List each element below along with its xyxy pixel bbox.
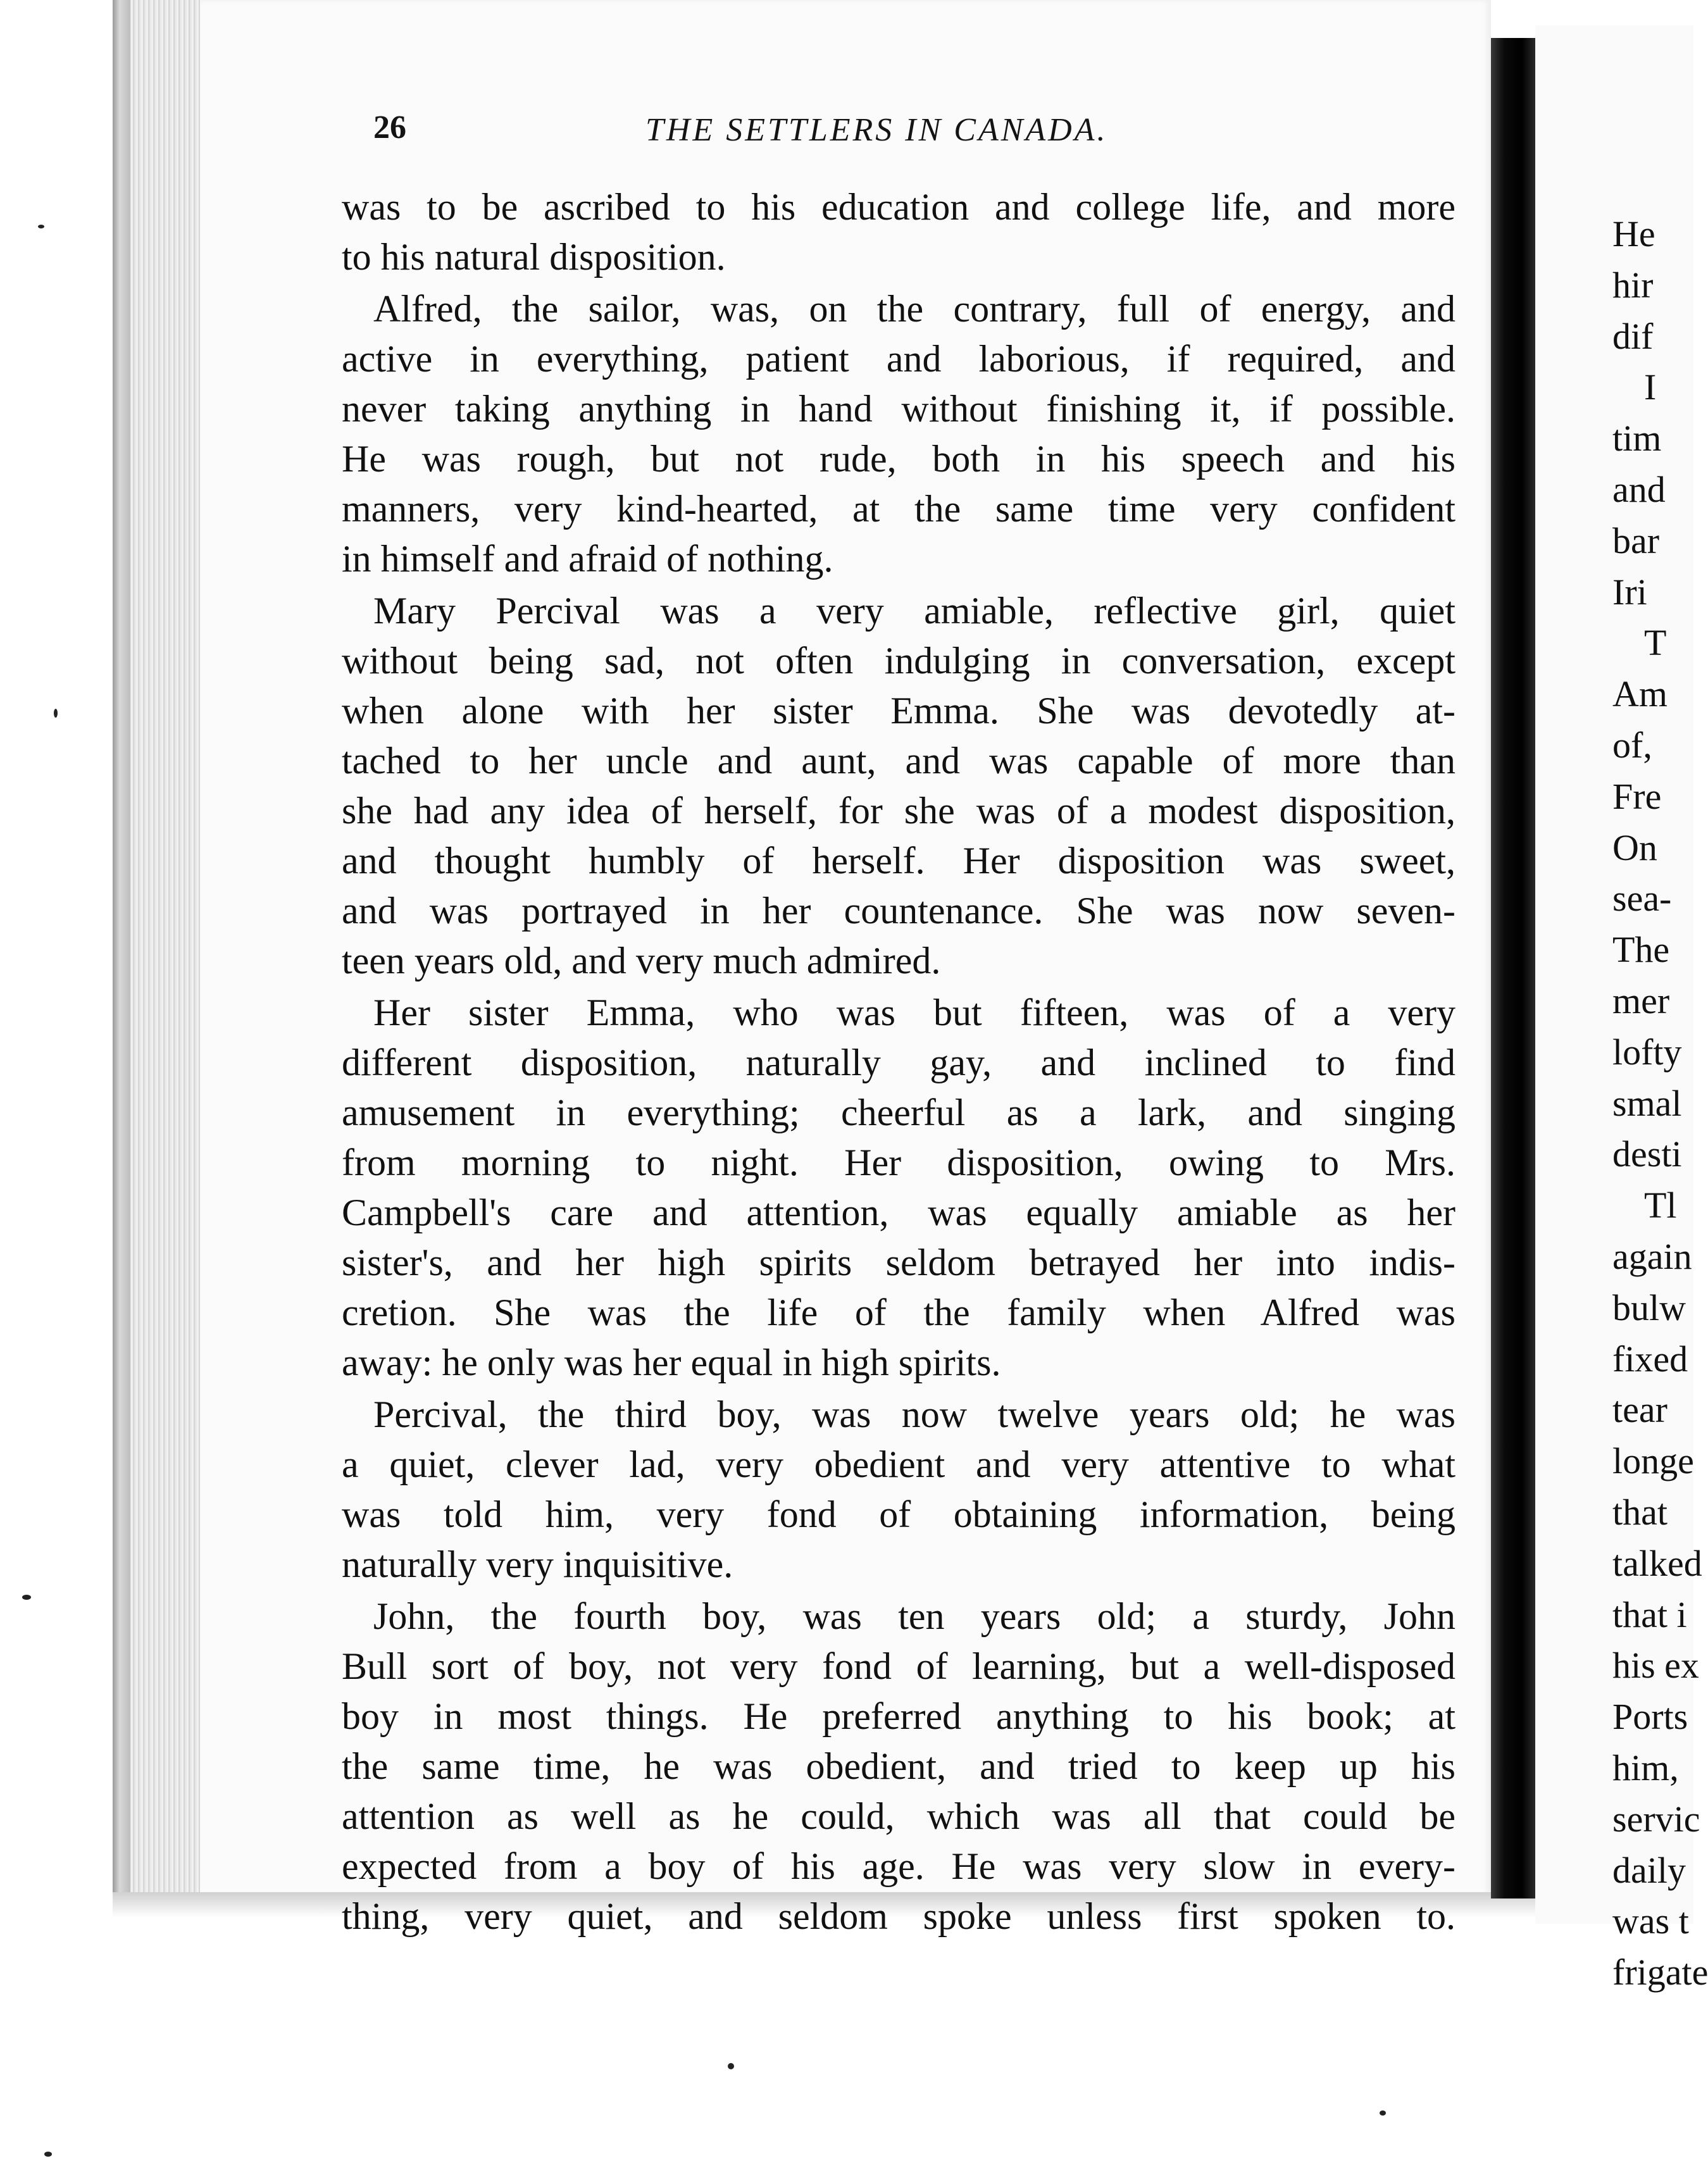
text-line: when alone with her sister Emma. She was devotedly at- bbox=[342, 690, 1456, 732]
facing-text-line: longe bbox=[1612, 1440, 1694, 1482]
book-gutter bbox=[1491, 38, 1535, 1898]
facing-text-line: On bbox=[1612, 826, 1657, 868]
running-head bbox=[373, 109, 1329, 159]
text-line: He was rough, but not rude, both in his speech and his bbox=[342, 438, 1456, 480]
facing-text-line: Am bbox=[1612, 673, 1667, 715]
facing-text-line: Iri bbox=[1612, 571, 1647, 613]
facing-text-line: sea- bbox=[1612, 878, 1672, 920]
text-line: active in everything, patient and laborious, if required, and bbox=[342, 338, 1456, 380]
scan-speck bbox=[44, 2152, 52, 2157]
text-line: boy in most things. He preferred anything to his book; at bbox=[342, 1695, 1456, 1737]
facing-text-line: Fre bbox=[1612, 775, 1662, 817]
text-line: manners, very kind-hearted, at the same time very confident bbox=[342, 488, 1456, 530]
facing-text-line: talked bbox=[1612, 1542, 1702, 1584]
text-line: Alfred, the sailor, was, on the contrary, full of energy, and bbox=[373, 288, 1456, 330]
text-line: Percival, the third boy, was now twelve years old; he was bbox=[373, 1393, 1456, 1435]
facing-text-line: Tl bbox=[1644, 1185, 1677, 1226]
facing-text-line: his ex bbox=[1612, 1645, 1699, 1686]
page-edge bbox=[113, 0, 130, 1898]
facing-text-line: desti bbox=[1612, 1133, 1682, 1175]
scan-speck bbox=[54, 709, 58, 718]
text-line: teen years old, and very much admired. bbox=[342, 940, 941, 982]
scan-speck bbox=[38, 225, 44, 228]
page-stack-edges bbox=[130, 0, 200, 1905]
facing-text-line: T bbox=[1644, 622, 1667, 664]
text-line: never taking anything in hand without finishing it, if possible. bbox=[342, 388, 1456, 430]
facing-text-line: Ports bbox=[1612, 1696, 1688, 1738]
facing-text-line: I bbox=[1644, 366, 1657, 408]
facing-text-line: hir bbox=[1612, 264, 1654, 306]
text-line: Bull sort of boy, not very fond of learning, but a well-disposed bbox=[342, 1645, 1456, 1687]
facing-text-line: again bbox=[1612, 1235, 1692, 1277]
facing-text-line: tear bbox=[1612, 1389, 1667, 1431]
text-line: was to be ascribed to his education and college life, and more bbox=[342, 186, 1456, 228]
text-line: in himself and afraid of nothing. bbox=[342, 538, 833, 580]
facing-page-text bbox=[1612, 209, 1708, 1998]
text-line: and was portrayed in her countenance. She was now seven- bbox=[342, 890, 1456, 932]
text-line: Her sister Emma, who was but fifteen, was of a very bbox=[373, 992, 1456, 1033]
facing-text-line: dif bbox=[1612, 315, 1654, 357]
scan-speck bbox=[22, 1595, 31, 1600]
text-line: a quiet, clever lad, very obedient and very attentive to what bbox=[342, 1443, 1456, 1485]
text-line: without being sad, not often indulging in conversation, except bbox=[342, 640, 1456, 682]
facing-text-line: bar bbox=[1612, 520, 1660, 561]
facing-text-line: servic bbox=[1612, 1798, 1700, 1840]
scan-speck bbox=[728, 2063, 734, 2069]
text-line: Mary Percival was a very amiable, reflective girl, quiet bbox=[373, 590, 1456, 632]
facing-text-line: daily bbox=[1612, 1849, 1686, 1891]
facing-text-line: that bbox=[1612, 1491, 1667, 1533]
text-line: naturally very inquisitive. bbox=[342, 1543, 733, 1585]
body-text bbox=[342, 182, 1456, 1942]
text-line: attention as well as he could, which was all that could be bbox=[342, 1795, 1456, 1837]
facing-text-line: of, bbox=[1612, 724, 1652, 766]
facing-text-line: was t bbox=[1612, 1900, 1689, 1942]
text-line: she had any idea of herself, for she was of a modest disposition, bbox=[342, 790, 1456, 832]
facing-text-line: him, bbox=[1612, 1747, 1679, 1788]
scan-speck bbox=[1380, 2110, 1386, 2116]
text-line: to his natural disposition. bbox=[342, 236, 726, 278]
text-line: was told him, very fond of obtaining information, being bbox=[342, 1493, 1456, 1535]
text-line: from morning to night. Her disposition, owing to Mrs. bbox=[342, 1142, 1456, 1183]
facing-text-line: that i bbox=[1612, 1593, 1687, 1635]
text-line: and thought humbly of herself. Her disposition was sweet, bbox=[342, 840, 1456, 882]
facing-text-line: bulw bbox=[1612, 1287, 1686, 1328]
facing-text-line: smal bbox=[1612, 1082, 1682, 1124]
page-number: 26 bbox=[373, 109, 406, 146]
facing-text-line: The bbox=[1612, 929, 1670, 971]
text-line: John, the fourth boy, was ten years old; a sturdy, John bbox=[373, 1595, 1456, 1637]
text-line: amusement in everything; cheerful as a lark, and singing bbox=[342, 1092, 1456, 1133]
text-line: Campbell's care and attention, was equally amiable as her bbox=[342, 1192, 1456, 1233]
text-line: sister's, and her high spirits seldom betrayed her into indis- bbox=[342, 1242, 1456, 1283]
book-title-header: THE SETTLERS IN CANADA. bbox=[645, 112, 1108, 148]
text-line: different disposition, naturally gay, and inclined to find bbox=[342, 1042, 1456, 1083]
facing-text-line: tim bbox=[1612, 418, 1662, 459]
facing-text-line: frigate bbox=[1612, 1952, 1708, 1993]
text-line: cretion. She was the life of the family when Alfred was bbox=[342, 1292, 1456, 1333]
facing-text-line: and bbox=[1612, 468, 1666, 510]
text-line: the same time, he was obedient, and tried to keep up his bbox=[342, 1745, 1456, 1787]
facing-text-line: lofty bbox=[1612, 1031, 1682, 1073]
text-line: expected from a boy of his age. He was very slow in every- bbox=[342, 1845, 1456, 1887]
facing-text-line: He bbox=[1612, 213, 1655, 254]
facing-text-line: fixed bbox=[1612, 1338, 1688, 1380]
text-line: thing, very quiet, and seldom spoke unless first spoken to. bbox=[342, 1895, 1456, 1937]
text-line: tached to her uncle and aunt, and was capable of more than bbox=[342, 740, 1456, 782]
text-line: away: he only was her equal in high spirits. bbox=[342, 1342, 1001, 1383]
facing-text-line: mer bbox=[1612, 980, 1670, 1021]
